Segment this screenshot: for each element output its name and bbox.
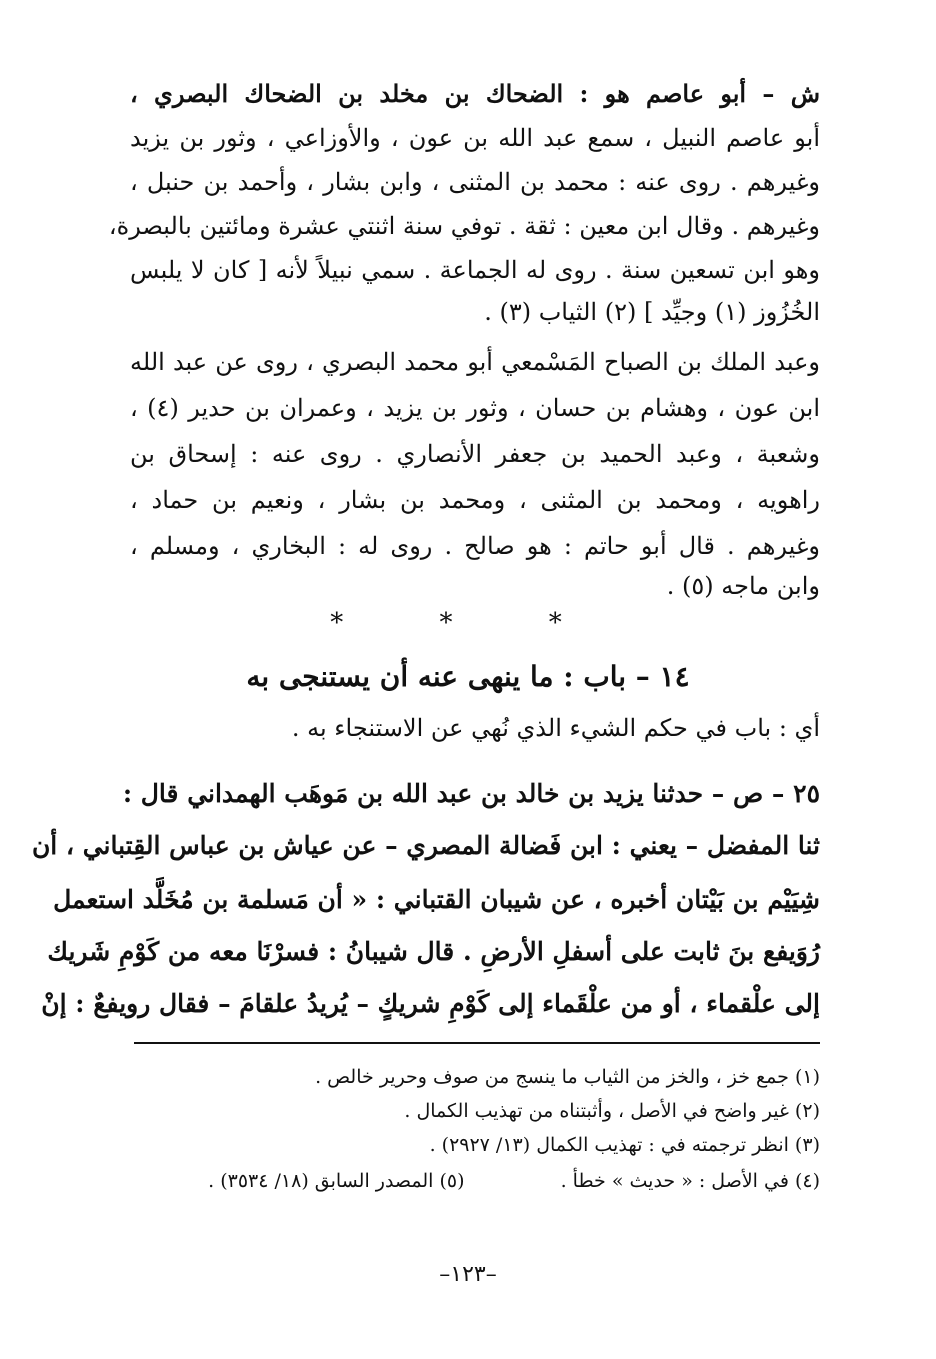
para2-line-6: وابن ماجه (٥) . bbox=[666, 572, 820, 600]
para2-line-5: وغيرهم . قال أبو حاتم : هو صالح . روى له : البخاري ، ومسلم ، bbox=[130, 532, 820, 560]
para1-line-4: وغيرهم . وقال ابن معين : ثقة . توفي سنة اثنتي عشرة ومائتين بالبصرة، bbox=[108, 212, 820, 240]
footnote-row-4-5 bbox=[130, 1170, 820, 1192]
footnote-3: (٣) انظر ترجمته في : تهذيب الكمال (١٣/ ٢٩٢٧) . bbox=[429, 1134, 820, 1156]
footnote-5: (٥) المصدر السابق (١٨/ ٣٥٣٤) . bbox=[208, 1170, 465, 1192]
hadith-line-2: ثنا المفضل – يعني : ابن فَضالة المصري – عن عياش بن عباس القِتباني ، أن bbox=[31, 831, 820, 860]
hadith-line-1: ٢٥ – ص – حدثنا يزيد بن خالد بن عبد الله بن مَوهَب الهمداني قال : bbox=[122, 779, 820, 808]
hadith-line-3: شِيَيْم بن بَيْتان أخبره ، عن شيبان القتباني : « أن مَسلمة بن مُخَلَّد استعمل bbox=[53, 885, 820, 914]
para1-line-3: وغيرهم . روى عنه : محمد بن المثنى ، وابن بشار ، وأحمد بن حنبل ، bbox=[130, 168, 820, 196]
hadith-line-4: رُوَيفع بنَ ثابت على أسفلِ الأرضِ . قال شيبانُ : فسرْنَا معه من كَوْمِ شَريك bbox=[47, 937, 820, 966]
footnote-divider bbox=[134, 1042, 820, 1044]
para1-line-5: وهو ابن تسعين سنة . روى له الجماعة . سمي نبيلاً لأنه [ كان لا يلبس bbox=[130, 256, 820, 284]
page-number: –١٢٣– bbox=[439, 1262, 497, 1287]
para1-line-2: أبو عاصم النبيل ، سمع عبد الله بن عون ، والأوزاعي ، وثور بن يزيد bbox=[130, 124, 820, 152]
para2-line-4: راهويه ، ومحمد بن المثنى ، ومحمد بن بشار ، ونعيم بن حماد ، bbox=[130, 486, 820, 514]
para1-line-6: الخُزُوز (١) وجيِّد ] (٢) الثياب (٣) . bbox=[484, 298, 820, 326]
para1-line-1: ش – أبو عاصم هو : الضحاك بن مخلد بن الضحاك البصري ، bbox=[130, 79, 820, 108]
para2-line-2: ابن عون ، وهشام بن حسان ، وثور بن يزيد ، وعمران بن حدير (٤) ، bbox=[130, 394, 820, 422]
chapter-title: ١٤ – باب : ما ينهى عنه أن يستنجى به bbox=[246, 660, 690, 693]
para2-line-3: وشعبة ، وعبد الحميد بن جعفر الأنصاري . روى عنه : إسحاق بن bbox=[130, 440, 820, 468]
footnote-4: (٤) في الأصل : « حديث » خطأ . bbox=[560, 1170, 820, 1192]
hadith-line-5: إلى علْقماء ، أو من علْقَماء إلى كَوْمِ شريكٍ – يُريدُ علقامَ – فقال رويفعٌ : إنْ bbox=[41, 989, 820, 1018]
chapter-explanation: أي : باب في حكم الشيء الذي نُهي عن الاستنجاء به . bbox=[291, 714, 820, 742]
para2-line-1: وعبد الملك بن الصباح المَسْمعي أبو محمد البصري ، روى عن عبد الله bbox=[130, 348, 820, 376]
section-separator: * * * bbox=[330, 608, 606, 638]
footnote-1: (١) جمع خز ، والخز من الثياب ما ينسج من صوف وحرير خالص . bbox=[315, 1066, 820, 1088]
footnote-2: (٢) غير واضح في الأصل ، وأثبتناه من تهذيب الكمال . bbox=[404, 1100, 820, 1122]
